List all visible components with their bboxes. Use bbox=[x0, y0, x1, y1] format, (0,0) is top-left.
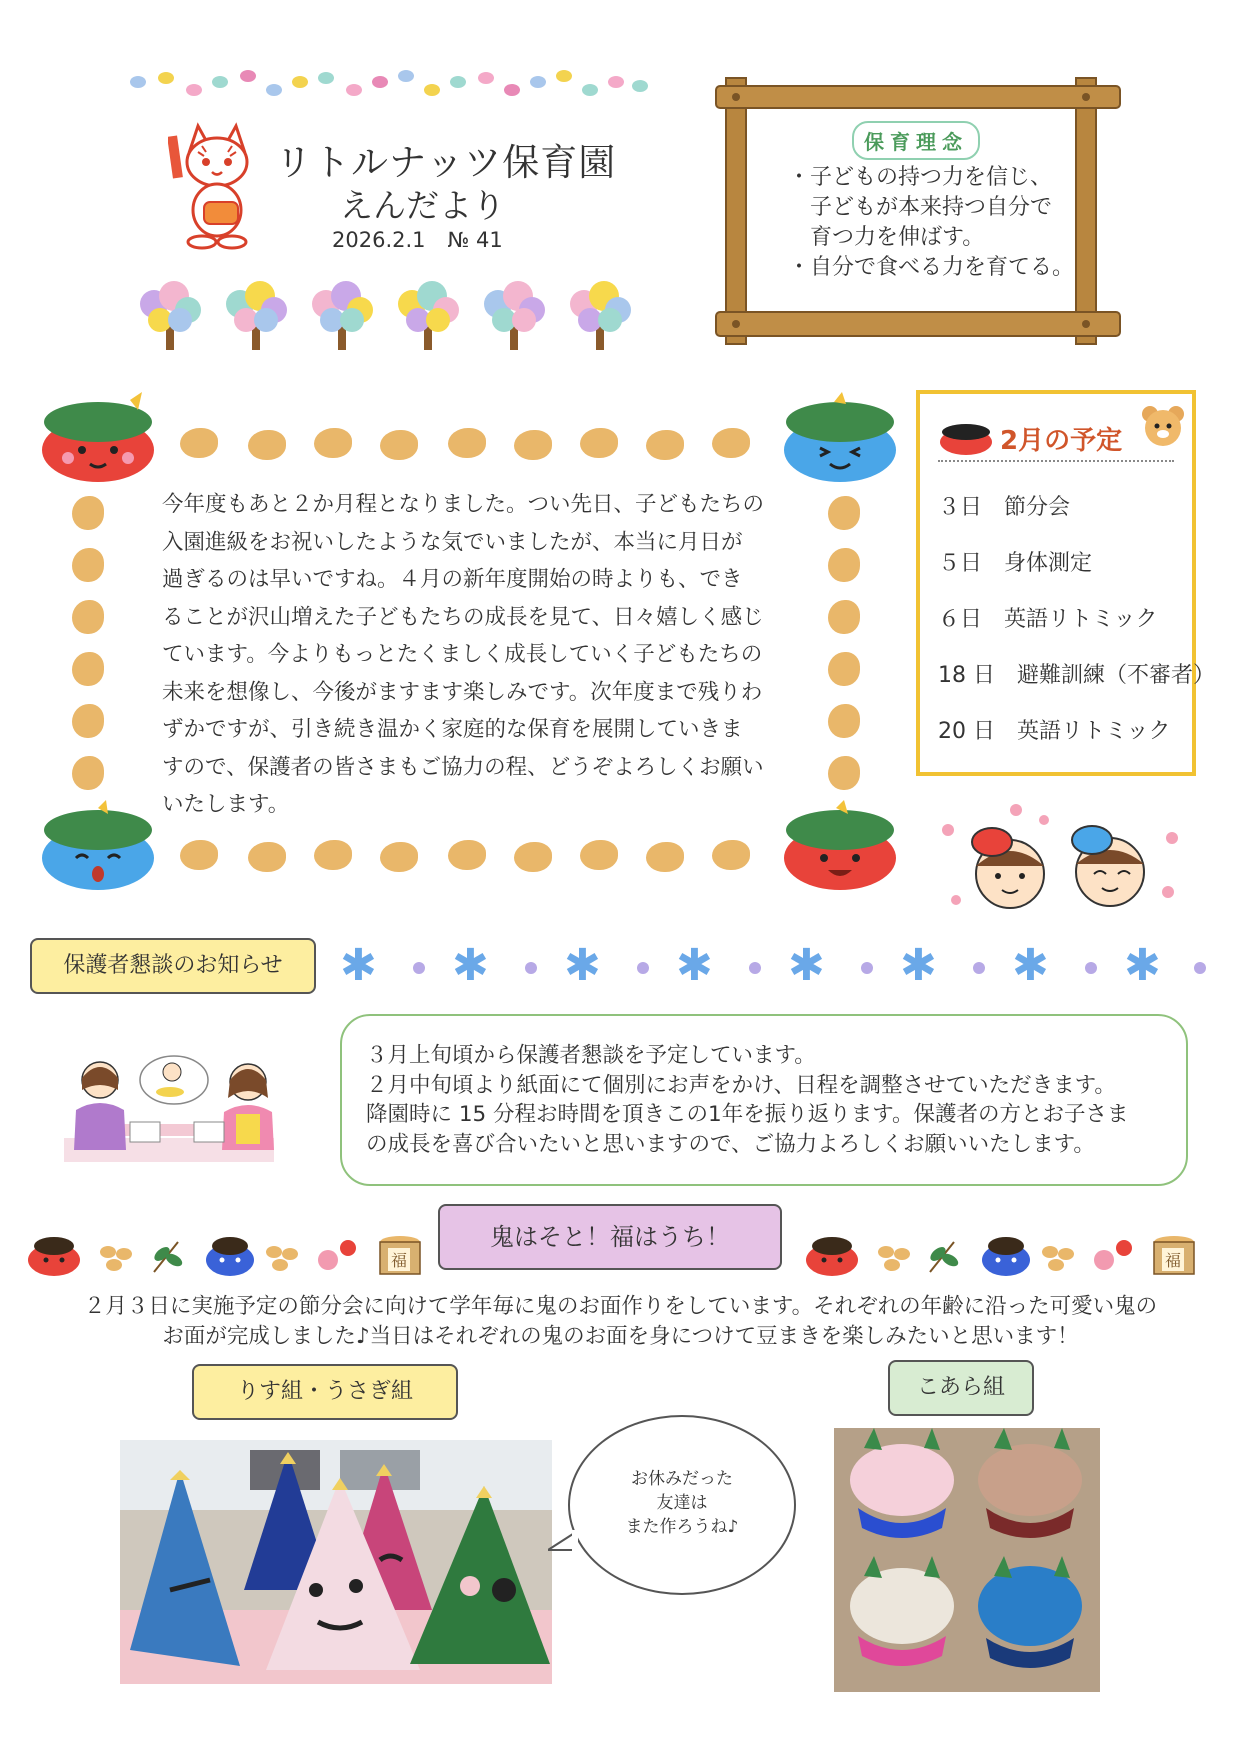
beans-icon bbox=[98, 1242, 136, 1272]
setsubun-line: お面が完成しました♪当日はそれぞれの鬼のお面を身につけて豆まきを楽しみたいと思います！ bbox=[162, 1324, 1079, 1349]
cone-oni-photo bbox=[120, 1440, 552, 1684]
bear-icon bbox=[1138, 402, 1188, 452]
schedule-divider bbox=[938, 460, 1174, 462]
newsletter-name: えんだより bbox=[340, 186, 505, 225]
tree-icon bbox=[302, 274, 382, 354]
tree-icon bbox=[560, 274, 640, 354]
schedule-item: ３日 節分会 bbox=[938, 495, 1071, 520]
blue-oni-icon bbox=[38, 800, 158, 892]
blue-oni-small-icon bbox=[980, 1230, 1032, 1278]
issue-date: 2026.2.1 bbox=[332, 228, 426, 252]
schedule-item: ６日 英語リトミック bbox=[938, 607, 1158, 632]
message-line: 今年度もあと２か月程となりました。つい先日、子どもたちの bbox=[162, 492, 765, 517]
speech-bubble-tail bbox=[548, 1530, 578, 1556]
message-line: いたします。 bbox=[162, 792, 290, 817]
parent-teacher-meeting-illustration bbox=[54, 1050, 284, 1166]
blue-oni-small-icon bbox=[204, 1230, 256, 1278]
schedule-item: 18 日 避難訓練（不審者） bbox=[938, 663, 1215, 688]
setsubun-label: 鬼はそと！福はうち！ bbox=[438, 1204, 782, 1270]
cat-mascot-icon bbox=[168, 122, 260, 250]
plum-blossom-icon bbox=[1090, 1236, 1136, 1276]
holly-leaf-icon bbox=[148, 1236, 186, 1278]
cone-oni-photo-drawing bbox=[120, 1440, 552, 1684]
holly-leaf-icon bbox=[924, 1236, 962, 1278]
philosophy-line: 育つ力を伸ばす。 bbox=[788, 225, 985, 250]
oni-small-icon bbox=[938, 422, 994, 456]
message-line: 入園進級をお祝いしたような気でいましたが、本当に月日が bbox=[162, 529, 743, 555]
philosophy-line: ・子どもの持つ力を信じ、 bbox=[788, 165, 1053, 190]
message-line: ることが沢山増えた子どもたちの成長を見て、日々嬉しく感じ bbox=[162, 604, 764, 630]
philosophy-text bbox=[788, 163, 1088, 283]
tree-icon bbox=[388, 274, 468, 354]
director-message bbox=[162, 486, 782, 824]
meeting-line: 降園時に 15 分程お時間を頂きこの1年を振り返ります。保護者の方とお子さま bbox=[366, 1102, 1129, 1127]
masu-char: 福 bbox=[1162, 1248, 1184, 1271]
message-line: 未来を想像し、今後がますます楽しみです。次年度まで残りわ bbox=[162, 679, 763, 705]
red-oni-icon bbox=[38, 392, 158, 484]
speech-bubble-text bbox=[570, 1467, 794, 1539]
schedule-item: ５日 身体測定 bbox=[938, 551, 1093, 576]
setsubun-line: ２月３日に実施予定の節分会に向けて学年毎に鬼のお面作りをしています。それぞれの年齢に沿った可愛い鬼の bbox=[83, 1294, 1158, 1319]
meeting-label: 保護者懇談のお知らせ bbox=[30, 938, 316, 994]
schedule-title: 2月の予定 bbox=[1000, 426, 1123, 456]
setsubun-text bbox=[40, 1292, 1201, 1352]
blue-oni-icon bbox=[780, 392, 900, 484]
beans-icon bbox=[876, 1242, 914, 1272]
philosophy-line: ・自分で食べる力を育てる。 bbox=[788, 255, 1075, 280]
meeting-notice-text bbox=[366, 1041, 1129, 1159]
oni-mask-photo bbox=[834, 1428, 1100, 1692]
meeting-line: ２月中旬頃より紙面にて個別にお声をかけ、日程を調整させていただきます。 bbox=[366, 1072, 1116, 1098]
bubble-line: 友達は bbox=[656, 1493, 708, 1513]
beans-icon bbox=[1040, 1242, 1078, 1272]
group2-label: こあら組 bbox=[888, 1360, 1034, 1416]
red-oni-small-icon bbox=[804, 1232, 860, 1278]
tree-icon bbox=[130, 274, 210, 354]
message-line: ずかですが、引き続き温かく家庭的な保育を展開していきま bbox=[162, 717, 743, 742]
message-line: すので、保護者の皆さまもご協力の程、どうぞよろしくお願い bbox=[162, 754, 764, 780]
red-oni-small-icon bbox=[26, 1232, 82, 1278]
nursery-name: リトルナッツ保育園 bbox=[275, 141, 617, 184]
masu-char: 福 bbox=[388, 1248, 410, 1271]
speech-bubble bbox=[568, 1415, 796, 1595]
bubble-line: また作ろうね♪ bbox=[625, 1517, 739, 1537]
philosophy-line: 子どもが本来持つ自分で bbox=[788, 195, 1053, 220]
philosophy-title-text: 保育理念 bbox=[852, 121, 980, 160]
beans-icon bbox=[264, 1242, 302, 1272]
tree-icon bbox=[474, 274, 554, 354]
message-line: 過ぎるのは早いですね。４月の新年度開始の時よりも、でき bbox=[162, 567, 743, 592]
group1-label: りす組・うさぎ組 bbox=[192, 1364, 458, 1420]
meeting-notice-box bbox=[340, 1014, 1188, 1186]
oni-mask-photo-drawing bbox=[834, 1428, 1100, 1692]
kids-with-oni-masks-illustration bbox=[936, 796, 1182, 920]
schedule-box bbox=[916, 390, 1215, 776]
tree-icon bbox=[216, 274, 296, 354]
message-line: ています。今よりもっとたくましく成長していく子どもたちの bbox=[162, 642, 763, 667]
meeting-line: ３月上旬頃から保護者懇談を予定しています。 bbox=[366, 1043, 816, 1068]
meeting-line: の成長を喜び合いたいと思いますので、ご協力よろしくお願いいたします。 bbox=[366, 1131, 1095, 1157]
bubble-line: お休みだった bbox=[631, 1469, 733, 1489]
issue-number: № 41 bbox=[447, 228, 503, 252]
red-oni-icon bbox=[780, 800, 900, 892]
issue-date-line bbox=[332, 228, 525, 252]
plum-blossom-icon bbox=[314, 1236, 360, 1276]
schedule-item: 20 日 英語リトミック bbox=[938, 719, 1171, 744]
